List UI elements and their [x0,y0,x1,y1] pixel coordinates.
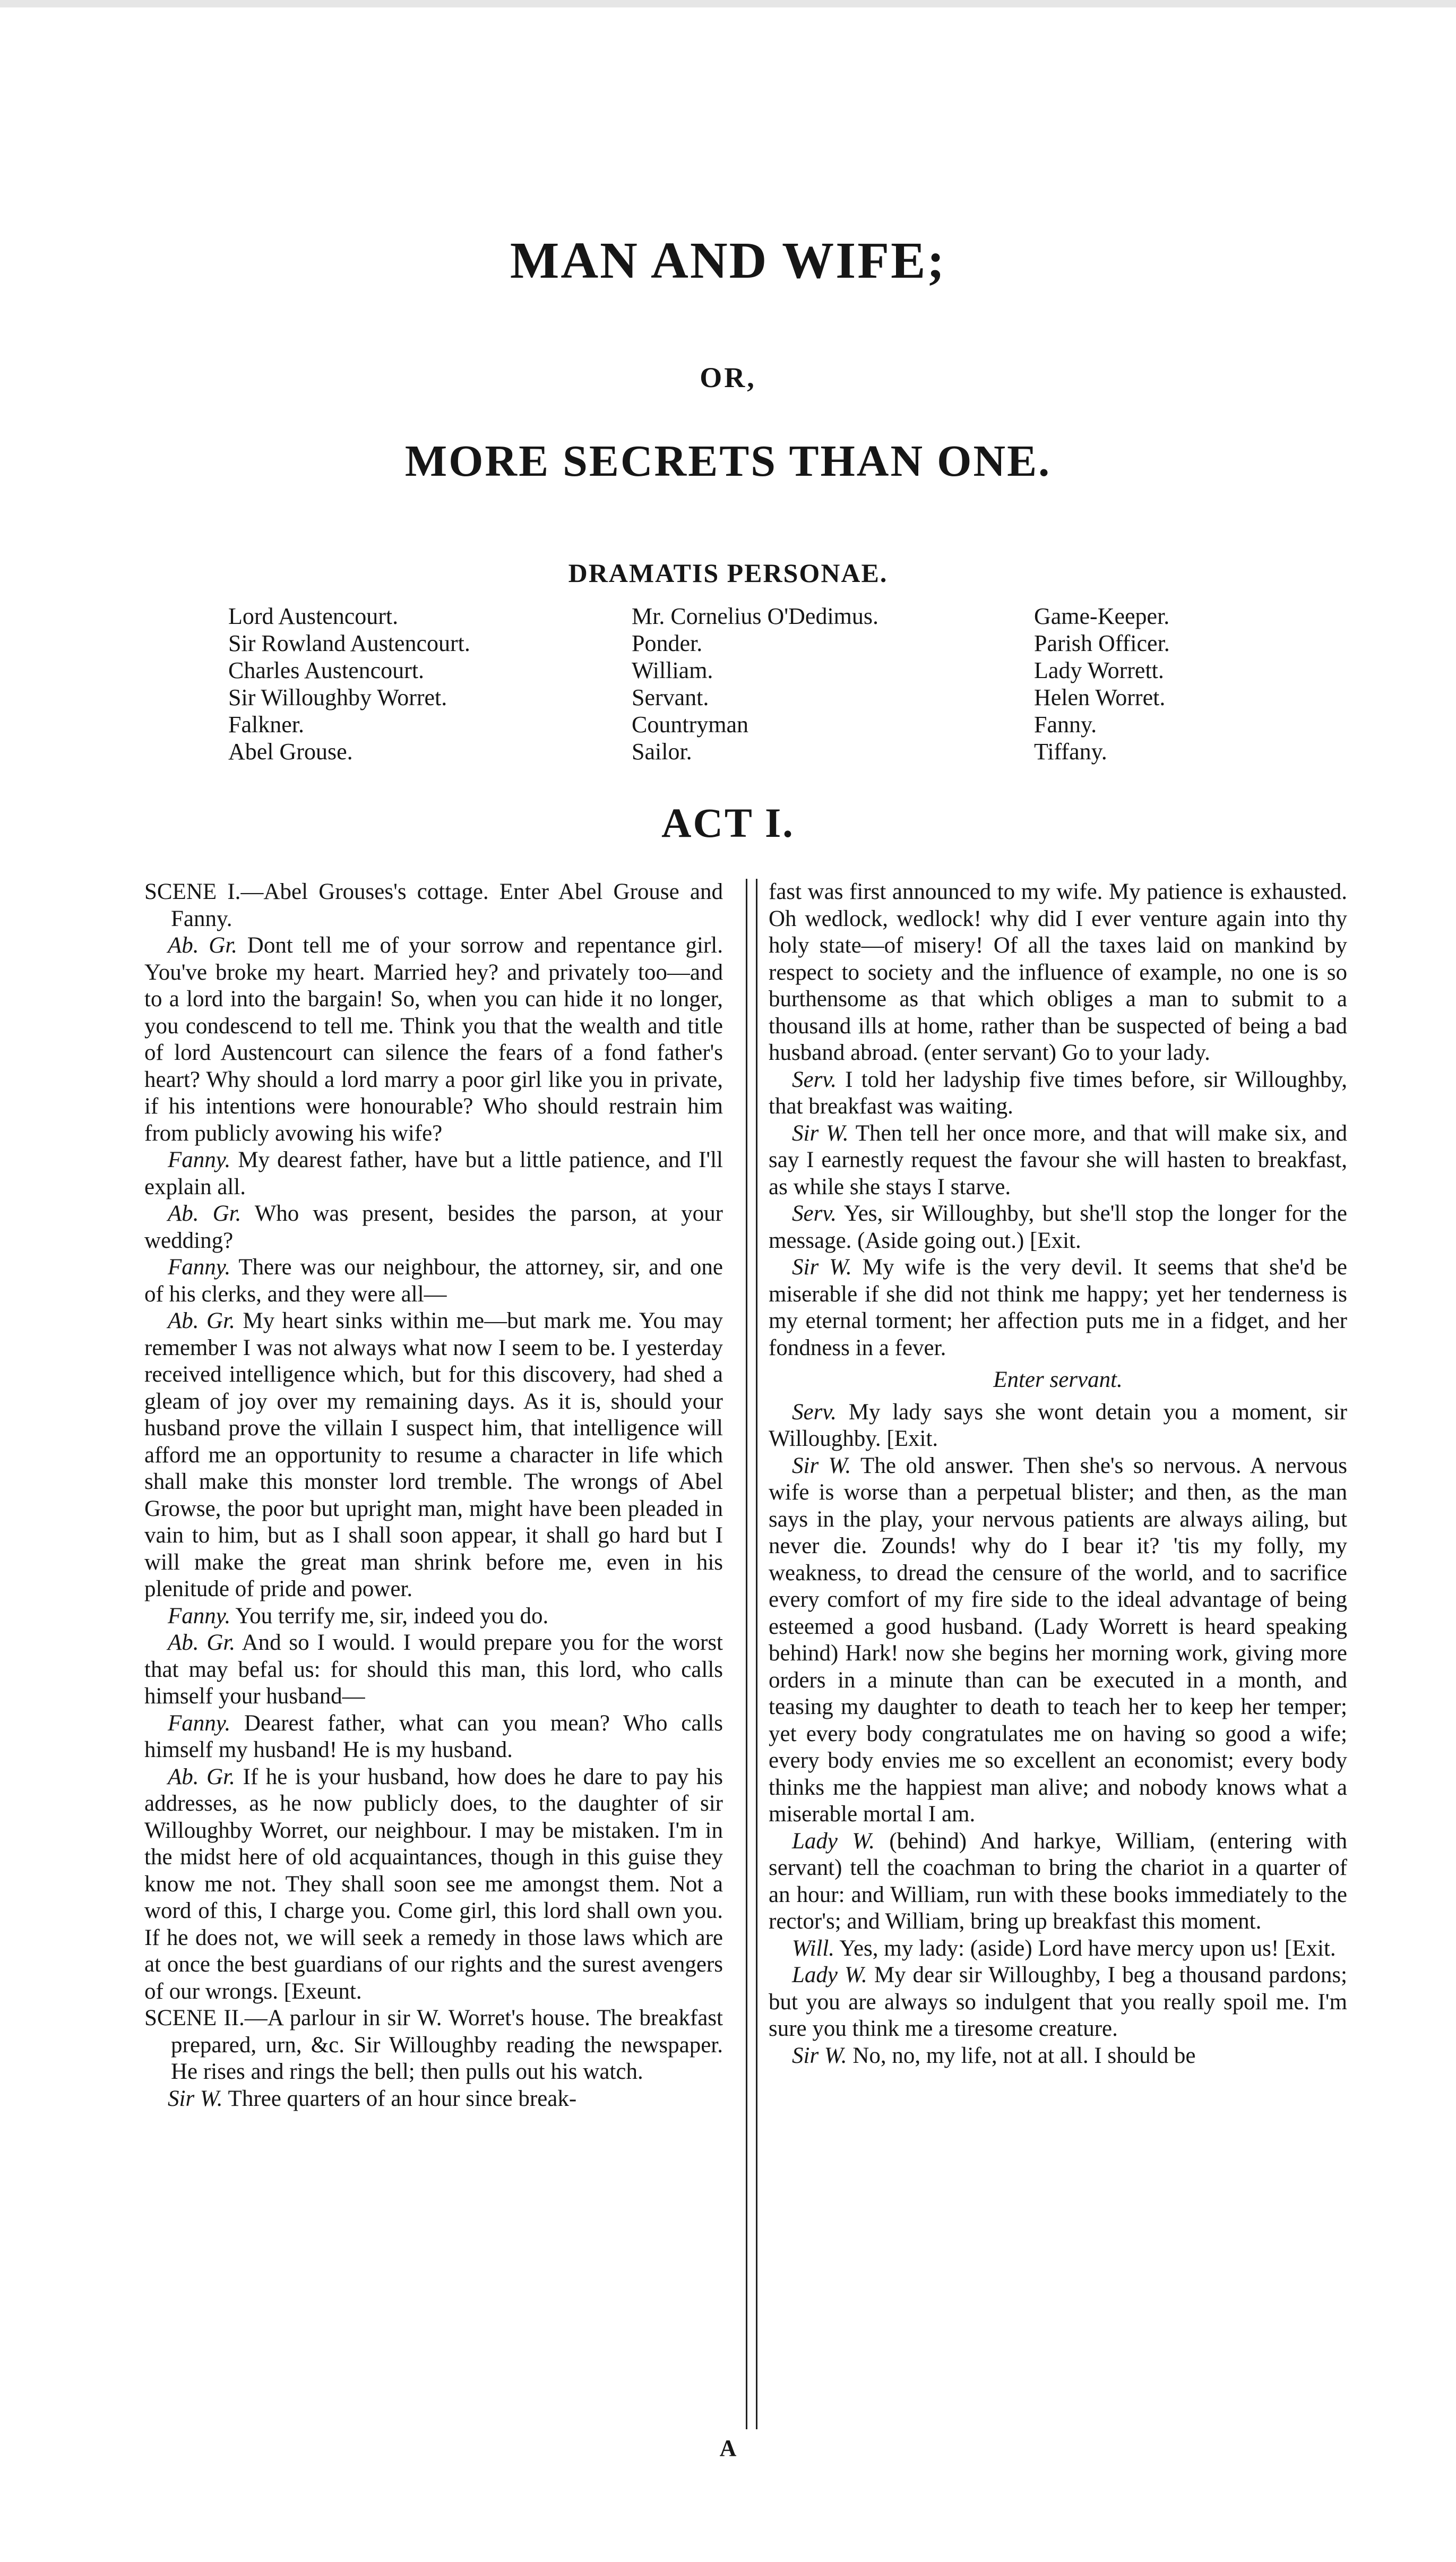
dialogue-paragraph [144,1710,723,1764]
cast-column-3 [1034,603,1170,765]
cast-member: Abel Grouse. [228,739,353,765]
paragraph-text: Yes, my lady: (aside) Lord have mercy upon us! [Exit. [839,1935,1336,1961]
dialogue-paragraph [769,1067,1347,1120]
signature-mark: A [719,2435,737,2461]
cast-member: Tiffany. [1034,739,1107,765]
speaker-name: Fanny. [168,1255,231,1280]
dialogue-paragraph [144,932,723,1147]
paragraph-text: No, no, my life, not at all. I should be [852,2043,1196,2068]
paragraph-text: My lady says she wont detain you a moment, sir Willoughby. [Exit. [769,1399,1348,1451]
play-title: MAN AND WIFE; [510,232,946,289]
paragraph-text: SCENE I.—Abel Grouses's cottage. Enter Abel Grouse and Fanny. [144,879,723,931]
paragraph-text: Dearest father, what can you mean? Who calls himself my husband! He is my husband. [144,1710,723,1762]
paragraph-text: I told her ladyship five times before, sir Willoughby, that breakfast was waiting. [769,1067,1347,1119]
paragraph-text: Dont tell me of your sorrow and repentance girl. You've broke my heart. Married hey? and privately too—and to a lord into the bargain! So, when you can hide it no longer, you condescend to tell me. Think you that the wealth and title of lord Austencourt can silence the fears of a fond father's heart? Why should a lord marry a poor girl like you in private, if his intentions were honourable? Who should restrain him from publicly avowing his wife? [144,933,723,1146]
dialogue-paragraph [144,1630,723,1710]
dialogue-paragraph [144,1147,723,1201]
speaker-name: Serv. [792,1201,837,1226]
speaker-name: Ab. Gr. [168,1764,235,1789]
dialogue-paragraph [144,2086,723,2113]
dialogue-paragraph [769,2043,1347,2070]
paragraph-text: Yes, sir Willoughby, but she'll stop the longer for the message. (Aside going out.) [Exit. [769,1201,1347,1253]
paragraph-text: If he is your husband, how does he dare to pay his addresses, as he now publicly does, to the daughter of sir Willoughby Worret, our neighbour. I may be mistaken. I'm in the midst here of old acquaintances, though in this guise they know me not. They shall soon see me amongst them. Not a word of this, I charge you. Come girl, this lord shall own you. If he does not, we will seek a remedy in those laws which are at once the best guardians of our rights and the surest avengers of our wrongs. [Exeunt. [144,1764,723,2004]
dialogue-paragraph [144,1764,723,2006]
speaker-name: Serv. [792,1399,837,1425]
speaker-name: Sir W. [168,2086,223,2111]
cast-member: Game-Keeper. [1034,603,1170,629]
speaker-name: Fanny. [168,1603,231,1629]
cast-member: Ponder. [632,630,703,656]
dialogue-paragraph [769,1935,1347,1963]
dialogue-paragraph [769,1962,1347,2043]
paragraph-text: fast was first announced to my wife. My patience is exhausted. Oh wedlock, wedlock! why did I ever venture again into thy holy state—of misery! Of all the taxes laid on mankind by respect to society and the influence of example, no one is so burthensome as that which obliges a man to submit to a thousand ills at home, rather than be suspected of being a bad husband abroad. (enter servant) Go to your lady. [769,879,1347,1065]
paragraph-text: My heart sinks within me—but mark me. You may remember I was not always what now I seem to be. I yesterday received intelligence which, but for this discovery, had shed a gleam of joy over my remaining days. As it is, should your husband prove the villain I suspect him, that intelligence will afford me an opportunity to resume a character in life which shall make this monster lord tremble. The wrongs of Abel Growse, the poor but upright man, might have been pleaded in vain to him, but as I shall soon appear, it shall go hard but I will make the great man shrink before me, even in his plenitude of pride and power. [144,1308,723,1601]
act-heading: ACT I. [661,800,795,846]
cast-member: Servant. [632,684,709,710]
scene-heading [144,2005,723,2086]
cast-column-2 [632,603,878,765]
dialogue-paragraph [769,1453,1347,1828]
paragraph-text: My dearest father, have but a little patience, and I'll explain all. [144,1147,723,1199]
cast-member: Countryman [632,712,748,738]
dialogue-paragraph [769,1828,1347,1935]
paragraph-text: My wife is the very devil. It seems that she'd be miserable if she did not think me happy; yet her tenderness is my eternal torment; her affection puts me in a fidget, and her fondness in a fever. [769,1255,1347,1360]
speaker-name: Fanny. [168,1147,231,1172]
paragraph-text: The old answer. Then she's so nervous. A nervous wife is worse than a perpetual blister; and then, as the man says in the play, your nervous patients are always ailing, but never die. Zounds! why do I bear it? 'tis my folly, my weakness, to dread the censure of the world, and to sacrifice every comfort of my fire side to the ideal advantage of being esteemed a good husband. (Lady Worrett is heard speaking behind) Hark! now she begins her morning work, giving more orders in a minute than can be executed in a month, and teasing my daughter to death to teach her to keep her temper; yet every body congratulates me on having so good a wife; every body envies me so excellent an economist; every body thinks me the happiest man alive; and nobody knows what a miserable mortal I am. [769,1453,1347,1827]
paragraph-text: Three quarters of an hour since break- [228,2086,577,2111]
cast-member: Helen Worret. [1034,684,1166,710]
cast-member: Sir Rowland Austencourt. [228,630,470,656]
paragraph-text: SCENE II.—A parlour in sir W. Worret's house. The breakfast prepared, urn, &c. Sir Willoughby reading the newspaper. He rises and rings the bell; then pulls out his watch. [144,2006,723,2084]
stage-direction [769,1367,1347,1394]
speaker-name: Lady W. [792,1828,875,1854]
paragraph-text: My dear sir Willoughby, I beg a thousand pardons; but you are always so indulgent that you really spoil me. I'm sure you think me a tiresome creature. [769,1963,1348,2041]
dialogue-paragraph [144,1308,723,1603]
dialogue-paragraph [144,1254,723,1308]
speaker-name: Ab. Gr. [168,1630,236,1655]
dialogue-paragraph [769,1399,1347,1453]
paragraph-text: And so I would. I would prepare you for the worst that may befal us: for should this man, this lord, who calls himself your husband— [144,1630,723,1709]
dialogue-paragraph [144,1603,723,1630]
paragraph-text: Who was present, besides the parson, at your wedding? [144,1201,723,1253]
dialogue-paragraph [769,1201,1347,1254]
speaker-name: Serv. [792,1067,837,1092]
paragraph-text: (behind) And harkye, William, (entering with servant) tell the coachman to bring the chariot in a quarter of an hour: and William, run with these books immediately to the rector's; and William, bring up breakfast this moment. [769,1828,1348,1934]
dialogue-paragraph [769,1254,1347,1361]
cast-member: Mr. Cornelius O'Dedimus. [632,603,879,629]
cast-member: Sir Willoughby Worret. [228,684,447,710]
paragraph-text: There was our neighbour, the attorney, sir, and one of his clerks, and they were all— [144,1255,723,1307]
speaker-name: Sir W. [792,1255,852,1280]
cast-member: Parish Officer. [1034,630,1170,656]
cast-member: Fanny. [1034,712,1097,738]
top-edge-shadow [0,0,1456,7]
paragraph-text: You terrify me, sir, indeed you do. [235,1603,549,1629]
cast-member: Charles Austencourt. [228,657,425,683]
cast-member: Falkner. [228,712,304,738]
dramatis-personae-heading: DRAMATIS PERSONAE. [568,558,888,588]
play-subtitle: MORE SECRETS THAN ONE. [404,436,1052,486]
speaker-name: Ab. Gr. [168,933,238,958]
cast-column-1 [228,603,470,765]
paragraph-text: Enter servant. [993,1367,1123,1392]
cast-member: Lord Austencourt. [228,603,399,629]
speaker-name: Lady W. [792,1963,867,1987]
scene-heading [144,879,723,932]
dialogue-paragraph [769,1120,1347,1201]
dialogue-paragraph [769,879,1347,1067]
speaker-name: Sir W. [792,2043,847,2068]
cast-member: Sailor. [632,739,692,765]
speaker-name: Ab. Gr. [168,1308,235,1333]
text-column-right [769,879,1347,2069]
speaker-name: Sir W. [792,1120,849,1146]
cast-member: William. [632,657,713,683]
speaker-name: Fanny. [168,1710,231,1736]
paragraph-text: Then tell her once more, and that will make six, and say I earnestly request the favour she will hasten to breakfast, as while she stays I starve. [769,1120,1348,1199]
dialogue-paragraph [144,1201,723,1254]
speaker-name: Ab. Gr. [168,1201,242,1226]
title-or: OR, [700,362,756,393]
speaker-name: Sir W. [792,1453,851,1478]
speaker-name: Will. [792,1935,835,1961]
column-divider [746,879,757,2429]
text-column-left [144,879,723,2112]
cast-member: Lady Worrett. [1034,657,1164,683]
